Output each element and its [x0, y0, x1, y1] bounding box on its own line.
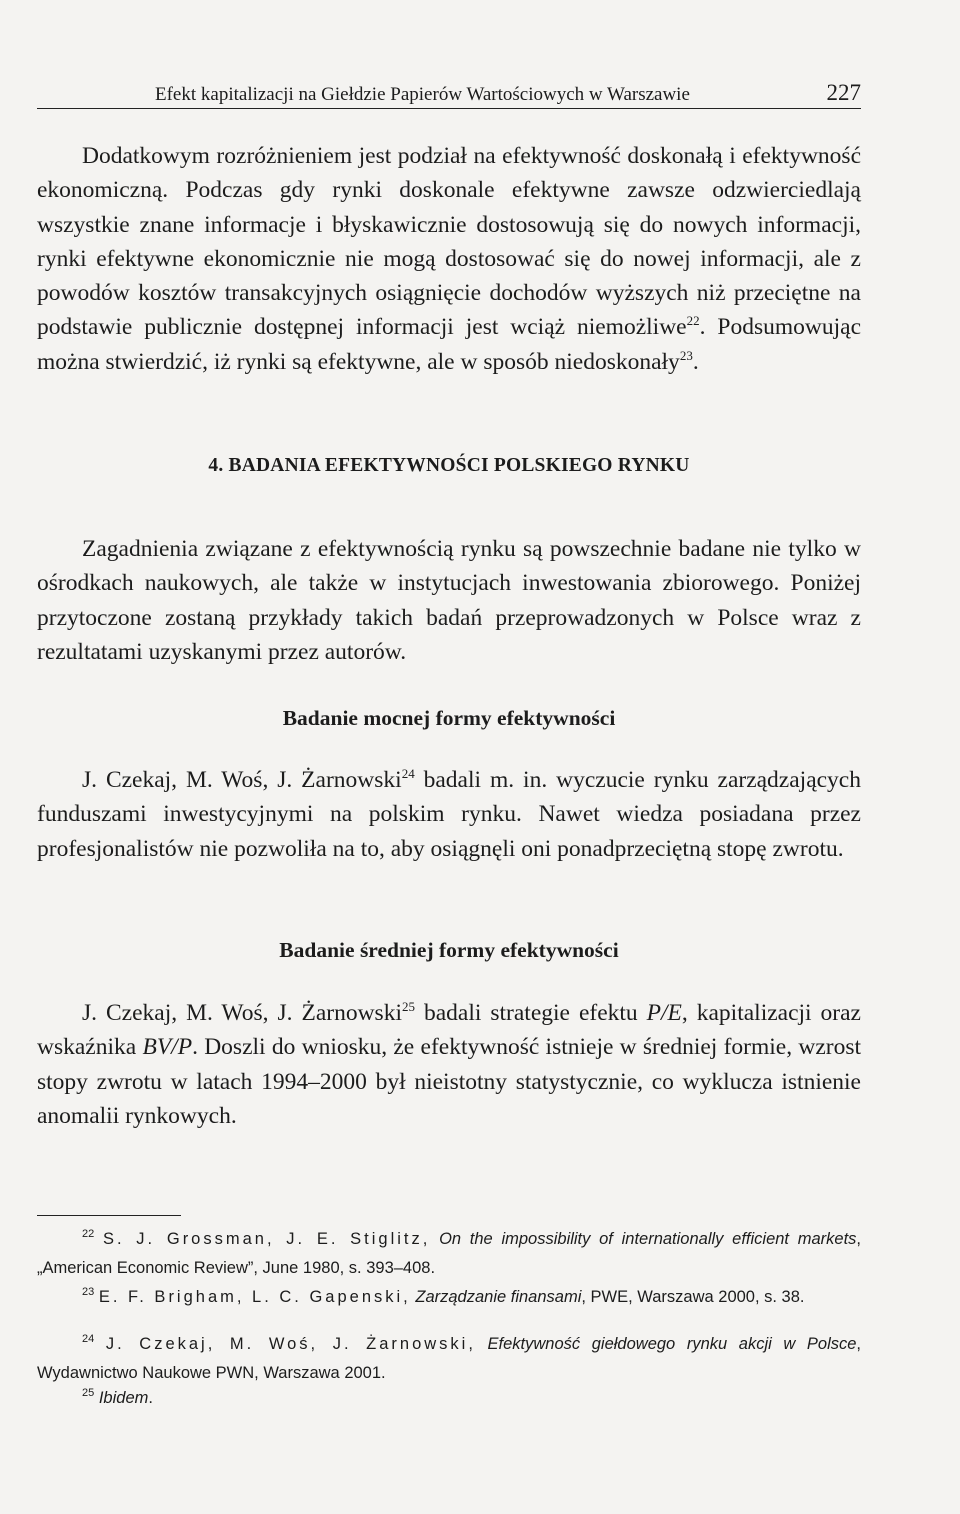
- footnote-ref-25[interactable]: 25: [401, 999, 415, 1014]
- footnote-author: S. J. Grossman, J. E. Stiglitz,: [102, 1230, 431, 1248]
- intro-text-3: .: [692, 348, 699, 375]
- footnote-rest: , „American Economic Review”, June 1980, s. 393–408.: [37, 1230, 861, 1277]
- footnote-title: Efektywność giełdowego rynku akcji w Polsce: [487, 1335, 857, 1353]
- strong-form-text-2: badali m. in. wyczucie rynku zarządzających funduszami inwestycyjnymi na polskim rynku. Nawet wiedza posiadana przez profesjonalistów nie pozwoliła na to, aby osiągnęli oni ponadprzeciętną stopę zwrotu.: [37, 767, 861, 862]
- page: [37, 0, 861, 1514]
- bvp-ratio-term: BV/P: [142, 1034, 193, 1061]
- footnote-25: [37, 1384, 861, 1413]
- strong-form-paragraph: [37, 763, 861, 866]
- running-header-title: Efekt kapitalizacji na Giełdzie Papierów Wartościowych w Warszawie: [155, 84, 690, 105]
- intro-text-2: . Podsumowując można stwierdzić, iż rynki są efektywne, ale w sposób niedoskonały: [37, 314, 861, 375]
- section-heading: 4. BADANIA EFEKTYWNOŚCI POLSKIEGO RYNKU: [208, 455, 690, 476]
- footnote-ref-22[interactable]: 22: [686, 313, 700, 329]
- page-number: 227: [826, 80, 861, 105]
- strong-form-text-1: J. Czekaj, M. Woś, J. Żarnowski: [82, 767, 402, 793]
- footnote-number: 23: [82, 1286, 95, 1298]
- semi-strong-text-4: . Doszli do wniosku, że efektywność istnieje w średniej formie, wzrost stopy zwrotu w latach 1994–2000 był nieistotny statystycznie, co wyklucza istnienie anomalii rynkowych.: [37, 1034, 862, 1129]
- footnote-title: On the impossibility of internationally efficient markets: [439, 1230, 857, 1248]
- semi-strong-form-paragraph: [37, 996, 861, 1133]
- footnote-rest: , PWE, Warszawa 2000, s. 38.: [581, 1288, 805, 1306]
- footnote-rest: .: [148, 1389, 153, 1407]
- running-header: [155, 80, 861, 106]
- pe-ratio-term: P/E: [646, 1000, 682, 1026]
- section-paragraph: [37, 532, 861, 669]
- footnote-rule: [37, 1215, 181, 1216]
- footnote-number: 25: [82, 1387, 95, 1399]
- strong-form-heading: Badanie mocnej formy efektywności: [282, 706, 616, 730]
- footnote-ref-24[interactable]: 24: [401, 766, 415, 781]
- semi-strong-text-1: J. Czekaj, M. Woś, J. Żarnowski: [82, 1000, 402, 1026]
- semi-strong-text-3: , kapitalizacji oraz wskaźnika: [37, 1000, 861, 1061]
- section-paragraph-text: Zagadnienia związane z efektywnością rynku są powszechnie badane nie tylko w ośrodkach naukowych, ale także w instytucjach inwestowania zbiorowego. Poniżej przytoczone zostaną przykłady takich badań przeprowadzonych w Polsce wraz z rezultatami uzyskanymi przez autorów.: [37, 536, 861, 665]
- intro-text-1: Dodatkowym rozróżnieniem jest podział na efektywność doskonałą i efektywność ekonomiczną. Podczas gdy rynki doskonale efektywne zawsze odzwierciedlają wszystkie znane informacje i błyskawicznie dostosowują się do nowych informacji, rynki efektywne ekonomicznie nie mogą dostosować się do nowej informacji, ale z powodów kosztów transakcyjnych osiągnięcie dochodów wyższych niż przeciętne na podstawie publicznie dostępnej informacji jest wciąż niemożliwe: [37, 143, 861, 341]
- footnote-title: Zarządzanie finansami: [415, 1288, 582, 1306]
- footnote-author: E. F. Brigham, L. C. Gapenski,: [98, 1288, 411, 1306]
- footnote-24: [37, 1330, 861, 1388]
- footnote-22: [37, 1225, 861, 1283]
- footnote-author: J. Czekaj, M. Woś, J. Żarnowski,: [105, 1335, 476, 1353]
- footnote-ref-23[interactable]: 23: [679, 347, 693, 363]
- header-rule: [37, 108, 861, 109]
- semi-strong-text-2: badali strategie efektu: [414, 1000, 647, 1026]
- semi-strong-form-heading: Badanie średniej formy efektywności: [279, 938, 619, 962]
- footnote-rest: , Wydawnictwo Naukowe PWN, Warszawa 2001.: [37, 1335, 862, 1382]
- footnote-number: 22: [82, 1228, 95, 1240]
- footnote-number: 24: [82, 1333, 95, 1345]
- footnote-title: Ibidem: [98, 1389, 149, 1407]
- footnote-23: [37, 1283, 861, 1312]
- intro-paragraph: [37, 139, 861, 379]
